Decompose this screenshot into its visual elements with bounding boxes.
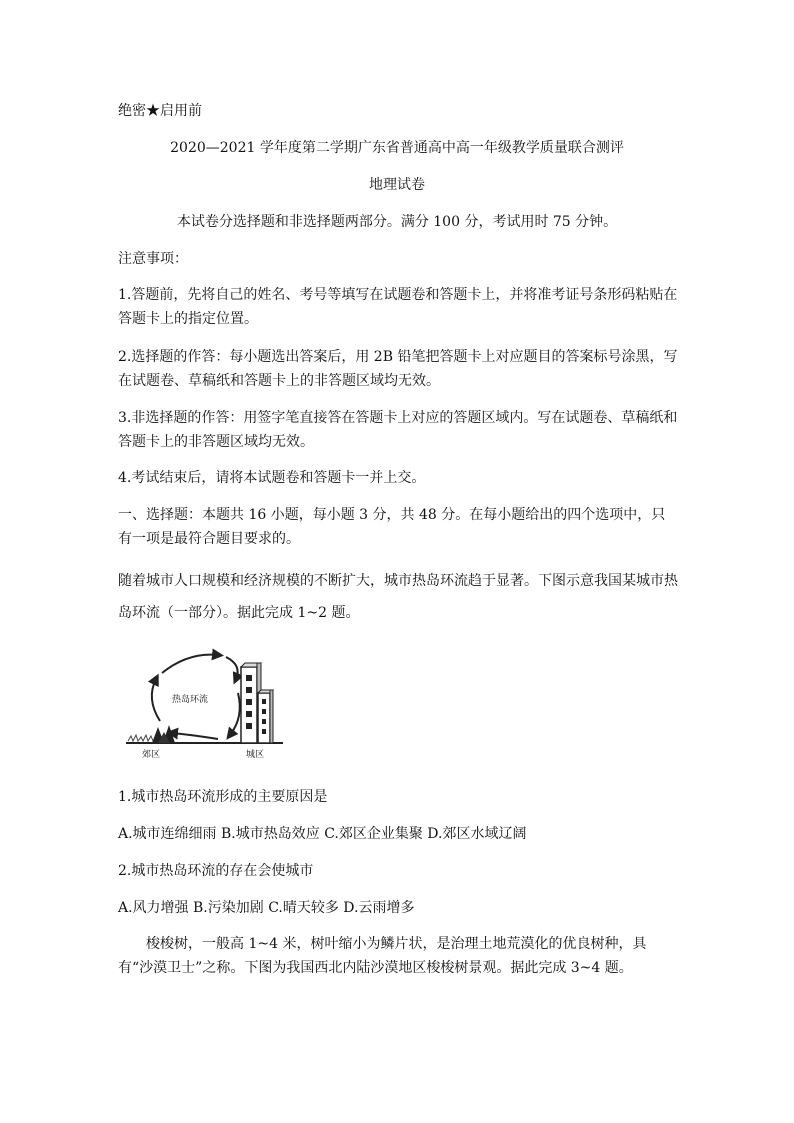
city-buildings-icon — [241, 663, 273, 743]
exam-intro: 本试卷分选择题和非选择题两部分。满分 100 分，考试用时 75 分钟。 — [176, 214, 618, 230]
question-1-options: A.城市连绵细雨 B.城市热岛效应 C.郊区企业集聚 D.郊区水域辽阔 — [118, 826, 527, 842]
note-item-4: 4.考试结束后，请将本试题卷和答题卡一并上交。 — [118, 470, 426, 486]
note-item-1: 1.答题前，先将自己的姓名、考号等填写在试题卷和答题卡上，并将准考证号条形码粘贴在答题卡上的指定位置。 — [118, 287, 678, 327]
figure-label-city: 城区 — [246, 750, 265, 760]
figure-label-suburb: 郊区 — [142, 750, 161, 760]
figure-label-circulation: 热岛环流 — [172, 695, 209, 705]
question-1-stem: 1.城市热岛环流形成的主要原因是 — [118, 789, 328, 805]
question-2-options: A.风力增强 B.污染加剧 C.晴天较多 D.云雨增多 — [118, 900, 415, 916]
tree-icon — [152, 725, 175, 743]
grass-icon — [128, 735, 153, 741]
subject-title: 地理试卷 — [369, 177, 425, 193]
heat-island-figure — [118, 647, 286, 762]
context-passage: 随着城市人口规模和经济规模的不断扩大，城市热岛环流趋于显著。下图示意我国某城市热岛环流（一部分）。据此完成 1~2 题。 — [118, 573, 678, 621]
confidential-mark: 绝密★启用前 — [118, 103, 202, 119]
passage-2: 梭梭树，一般高 1~4 米，树叶缩小为鳞片状，是治理土地荒漠化的优良树种，具有“沙漠卫士”之称。下图为我国西北内陆沙漠地区梭梭树景观。据此完成 3~4 题。 — [118, 936, 647, 976]
exam-title: 2020—2021 学年度第二学期广东省普通高中高一年级教学质量联合测评 — [170, 140, 624, 156]
notes-heading: 注意事项： — [118, 251, 188, 267]
section-heading: 一、选择题：本题共 16 小题，每小题 3 分，共 48 分。在每小题给出的四个选项中，只有一项是最符合题目要求的。 — [118, 507, 666, 547]
question-2-stem: 2.城市热岛环流的存在会使城市 — [118, 863, 314, 879]
note-item-3: 3.非选择题的作答：用签字笔直接答在答题卡上对应的答题区域内。写在试题卷、草稿纸和答题卡上的非答题区域均无效。 — [118, 410, 678, 450]
note-item-2: 2.选择题的作答：每小题选出答案后，用 2B 铅笔把答题卡上对应题目的答案标号涂黑，写在试题卷、草稿纸和答题卡上的非答题区域均无效。 — [118, 349, 678, 389]
